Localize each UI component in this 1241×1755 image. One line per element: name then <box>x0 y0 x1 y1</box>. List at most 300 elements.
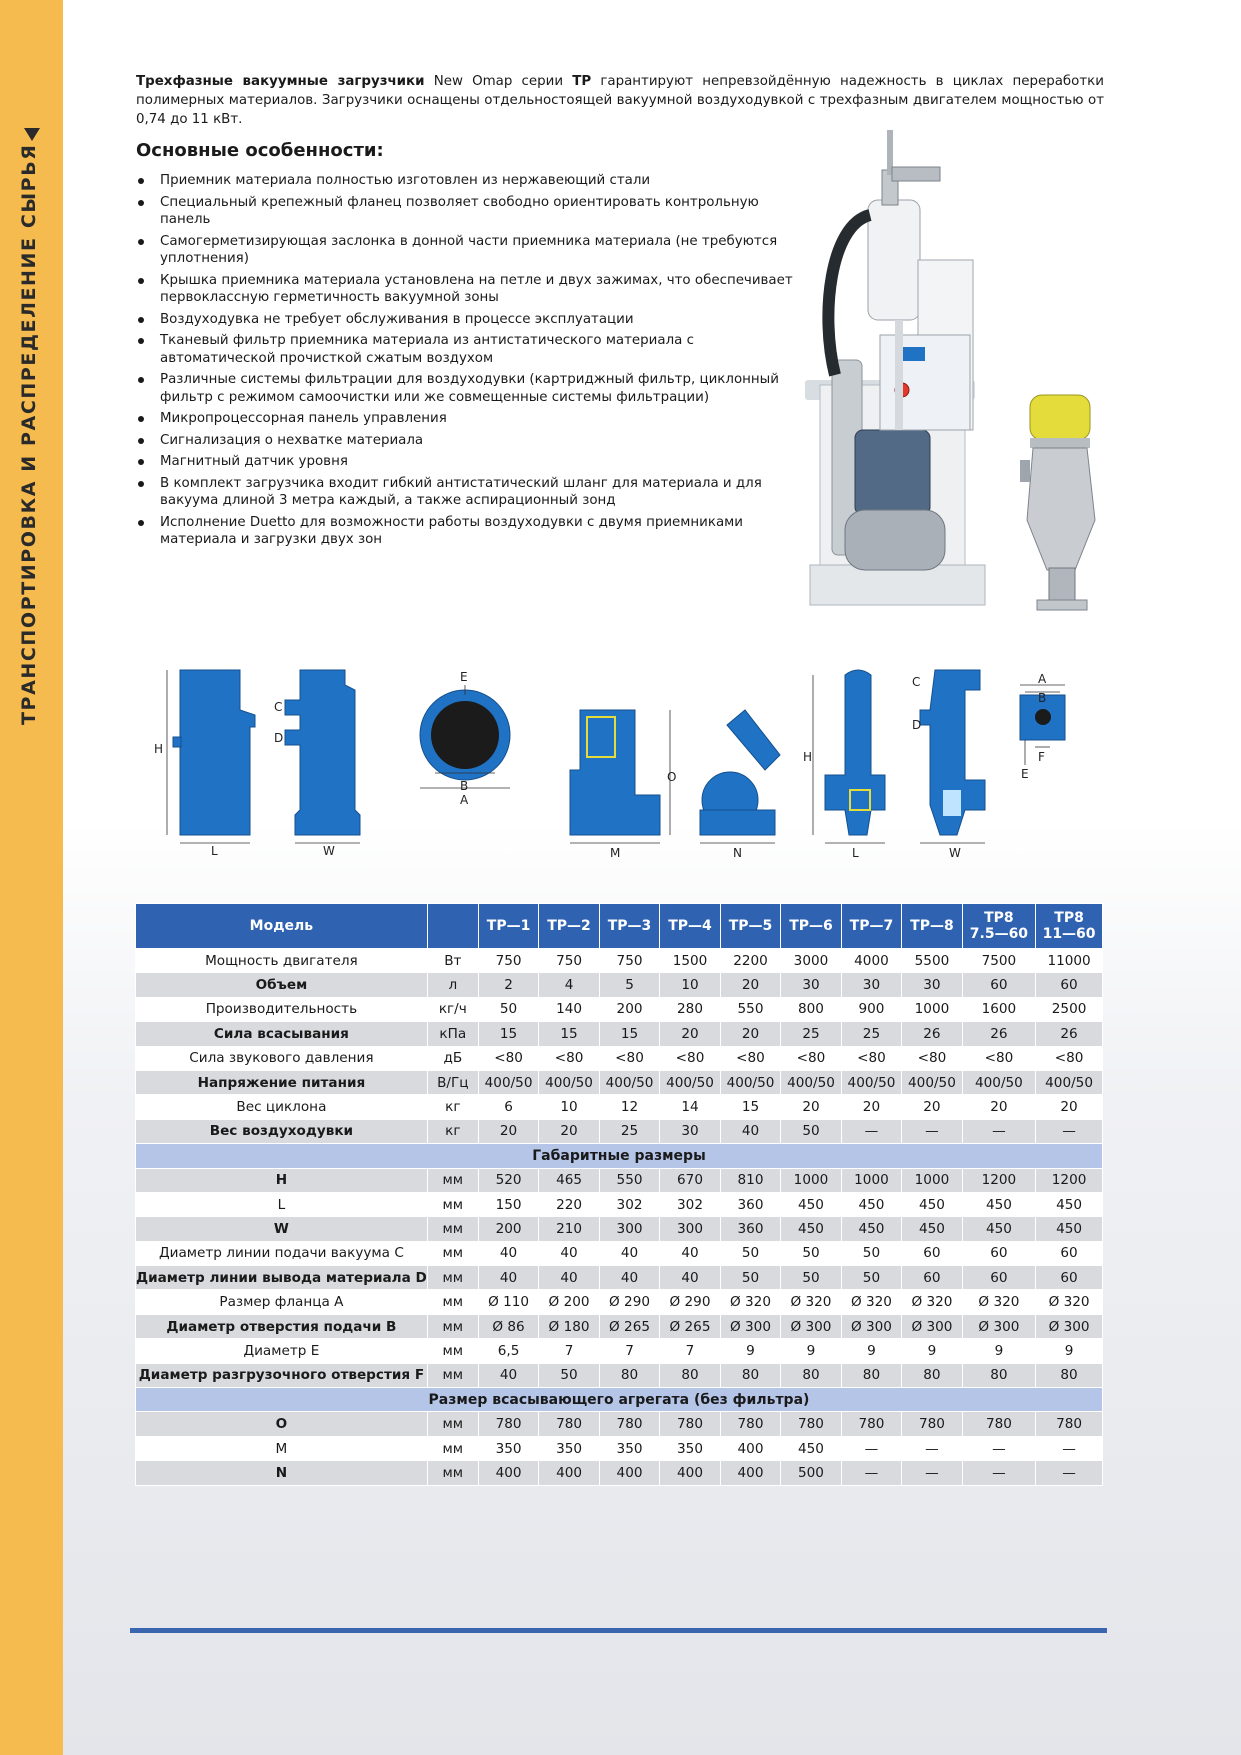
param-name: Диаметр линии вывода материала D <box>136 1266 428 1290</box>
param-value: 20 <box>962 1095 1035 1119</box>
param-value: 350 <box>660 1436 720 1460</box>
param-value: Ø 320 <box>962 1290 1035 1314</box>
header-model-col: TP—5 <box>720 904 780 949</box>
param-unit: мм <box>427 1241 478 1265</box>
param-value: 20 <box>660 1022 720 1046</box>
param-value: — <box>902 1119 962 1143</box>
param-value: 400 <box>599 1461 659 1485</box>
param-value: 450 <box>781 1192 841 1216</box>
param-value: 350 <box>478 1436 538 1460</box>
drawing-label-d2: D <box>912 718 922 732</box>
feature-item: Сигнализация о нехватке материала <box>136 432 796 450</box>
param-value: 40 <box>720 1119 780 1143</box>
param-value: Ø 300 <box>1036 1314 1103 1338</box>
param-value: 1200 <box>1036 1168 1103 1192</box>
param-value: 750 <box>478 949 538 973</box>
drawing-label-w1: W <box>323 844 335 858</box>
param-value: 360 <box>720 1192 780 1216</box>
param-value: 15 <box>720 1095 780 1119</box>
param-value: <80 <box>962 1046 1035 1070</box>
param-value: 30 <box>781 973 841 997</box>
param-value: 80 <box>902 1363 962 1387</box>
param-name: H <box>136 1168 428 1192</box>
param-value: <80 <box>841 1046 901 1070</box>
drawing-loader-front <box>180 670 255 835</box>
drawing-label-a1: A <box>460 793 469 807</box>
header-model: Модель <box>136 904 428 949</box>
param-value: 11000 <box>1036 949 1103 973</box>
drawing-label-d1: D <box>274 731 284 745</box>
table-row <box>136 1168 1103 1192</box>
param-value: 780 <box>902 1412 962 1436</box>
table-row <box>136 1095 1103 1119</box>
table-row <box>136 997 1103 1021</box>
header-col10-line2: 11—60 <box>1042 926 1096 942</box>
param-value: 780 <box>720 1412 780 1436</box>
param-value: 80 <box>781 1363 841 1387</box>
param-unit: кг <box>427 1095 478 1119</box>
param-unit: мм <box>427 1266 478 1290</box>
param-value: 780 <box>841 1412 901 1436</box>
param-value: 80 <box>720 1363 780 1387</box>
param-value: 780 <box>599 1412 659 1436</box>
table-row <box>136 1217 1103 1241</box>
param-value: — <box>1036 1461 1103 1485</box>
param-value: 550 <box>720 997 780 1021</box>
param-value: — <box>841 1461 901 1485</box>
param-value: Ø 86 <box>478 1314 538 1338</box>
param-value: 150 <box>478 1192 538 1216</box>
param-value: 50 <box>841 1241 901 1265</box>
drawing-label-e2: E <box>1021 767 1029 781</box>
param-value: <80 <box>720 1046 780 1070</box>
param-value: 450 <box>841 1217 901 1241</box>
param-name: Сила звукового давления <box>136 1046 428 1070</box>
param-value: — <box>962 1119 1035 1143</box>
drawing-label-n: N <box>733 846 742 860</box>
param-value: 26 <box>902 1022 962 1046</box>
param-value: 25 <box>599 1119 659 1143</box>
param-name: N <box>136 1461 428 1485</box>
param-name: Диаметр разгрузочного отверстия F <box>136 1363 428 1387</box>
param-name: Вес воздуходувки <box>136 1119 428 1143</box>
feature-item: Магнитный датчик уровня <box>136 453 796 471</box>
spec-table-body <box>136 949 1103 1486</box>
param-value: <80 <box>660 1046 720 1070</box>
param-value: Ø 320 <box>841 1290 901 1314</box>
param-value: Ø 300 <box>720 1314 780 1338</box>
header-model-col: TP—3 <box>599 904 659 949</box>
param-value: — <box>962 1461 1035 1485</box>
table-row <box>136 1022 1103 1046</box>
param-value: 30 <box>902 973 962 997</box>
param-value: 1600 <box>962 997 1035 1021</box>
features-title: Основные особенности: <box>136 140 384 161</box>
intro-brand: New Omap <box>433 74 513 89</box>
param-value: 780 <box>781 1412 841 1436</box>
header-model-col: TP—4 <box>660 904 720 949</box>
drawing-label-a2: A <box>1038 672 1047 686</box>
param-value: 50 <box>720 1241 780 1265</box>
param-value: 10 <box>539 1095 599 1119</box>
param-value: 20 <box>902 1095 962 1119</box>
param-value: 50 <box>478 997 538 1021</box>
param-value: 40 <box>539 1266 599 1290</box>
param-value: Ø 320 <box>720 1290 780 1314</box>
param-unit: мм <box>427 1290 478 1314</box>
table-section-row <box>136 1144 1103 1168</box>
param-value: Ø 290 <box>660 1290 720 1314</box>
param-value: 400/50 <box>599 1070 659 1094</box>
param-value: 400/50 <box>660 1070 720 1094</box>
param-unit: мм <box>427 1192 478 1216</box>
param-name: M <box>136 1436 428 1460</box>
param-name: Мощность двигателя <box>136 949 428 973</box>
param-value: 9 <box>720 1339 780 1363</box>
param-value: 80 <box>599 1363 659 1387</box>
param-value: 750 <box>539 949 599 973</box>
param-value: 400 <box>720 1461 780 1485</box>
param-value: 12 <box>599 1095 659 1119</box>
param-value: 80 <box>962 1363 1035 1387</box>
param-unit: мм <box>427 1339 478 1363</box>
param-name: Диаметр линии подачи вакуума C <box>136 1241 428 1265</box>
table-row <box>136 1290 1103 1314</box>
param-value: 2200 <box>720 949 780 973</box>
param-value: Ø 265 <box>599 1314 659 1338</box>
param-value: 80 <box>841 1363 901 1387</box>
param-value: 500 <box>781 1461 841 1485</box>
param-value: 450 <box>841 1192 901 1216</box>
param-value: 9 <box>841 1339 901 1363</box>
header-model-col <box>1036 904 1103 949</box>
header-model-col: TP—1 <box>478 904 538 949</box>
header-model-col: TP—7 <box>841 904 901 949</box>
param-value: 200 <box>478 1217 538 1241</box>
param-value: 450 <box>1036 1217 1103 1241</box>
param-value: 7 <box>539 1339 599 1363</box>
param-value: 40 <box>599 1266 659 1290</box>
param-value: Ø 300 <box>781 1314 841 1338</box>
param-value: 40 <box>478 1363 538 1387</box>
param-value: 25 <box>841 1022 901 1046</box>
param-value: 40 <box>539 1241 599 1265</box>
param-value: Ø 320 <box>1036 1290 1103 1314</box>
feature-item: Различные системы фильтрации для воздуходувки (картриджный фильтр, циклонный фильтр с режимом самоочистки или же совмещенные системы фильтрации) <box>136 371 796 406</box>
section-side-label: ТРАНСПОРТИРОВКА И РАСПРЕДЕЛЕНИЕ СЫРЬЯ <box>18 143 40 725</box>
table-row <box>136 1314 1103 1338</box>
drawing-label-h1: H <box>154 742 164 756</box>
param-name: Размер фланца А <box>136 1290 428 1314</box>
param-value: 30 <box>660 1119 720 1143</box>
param-value: 780 <box>962 1412 1035 1436</box>
param-value: 1000 <box>841 1168 901 1192</box>
feature-item: Тканевый фильтр приемника материала из антистатического материала с автоматической прочисткой сжатым воздухом <box>136 332 796 367</box>
header-unit <box>427 904 478 949</box>
table-row <box>136 1241 1103 1265</box>
header-model-col: TP—8 <box>902 904 962 949</box>
param-name: Диаметр отверстия подачи В <box>136 1314 428 1338</box>
header-model-col <box>962 904 1035 949</box>
param-value: 350 <box>539 1436 599 1460</box>
param-unit: мм <box>427 1168 478 1192</box>
drawing-loader-side <box>285 670 360 835</box>
param-value: <80 <box>781 1046 841 1070</box>
param-value: 670 <box>660 1168 720 1192</box>
feature-item: Исполнение Duetto для возможности работы воздуходувки с двумя приемниками материала и загрузки двух зон <box>136 514 796 549</box>
param-value: 40 <box>660 1266 720 1290</box>
param-value: 400 <box>478 1461 538 1485</box>
param-value: 60 <box>962 1241 1035 1265</box>
param-value: — <box>1036 1119 1103 1143</box>
bottom-divider <box>130 1628 1107 1633</box>
param-value: Ø 300 <box>902 1314 962 1338</box>
param-value: Ø 110 <box>478 1290 538 1314</box>
param-value: 400/50 <box>539 1070 599 1094</box>
param-value: 210 <box>539 1217 599 1241</box>
param-value: 400 <box>539 1461 599 1485</box>
param-value: 20 <box>841 1095 901 1119</box>
param-value: 26 <box>1036 1022 1103 1046</box>
param-value: 5 <box>599 973 659 997</box>
section-title: Габаритные размеры <box>136 1144 1103 1168</box>
section-side-bar <box>0 0 63 1755</box>
param-value: 450 <box>781 1217 841 1241</box>
param-value: 1500 <box>660 949 720 973</box>
intro-bold-lead: Трехфазные вакуумные загрузчики <box>136 74 425 89</box>
param-value: <80 <box>902 1046 962 1070</box>
param-value: 60 <box>1036 1266 1103 1290</box>
param-value: 465 <box>539 1168 599 1192</box>
param-value: 550 <box>599 1168 659 1192</box>
feature-item: Крышка приемника материала установлена на петле и двух зажимах, что обеспечивает первоклассную герметичность вакуумной зоны <box>136 272 796 307</box>
feature-item: Самогерметизирующая заслонка в донной части приемника материала (не требуются уплотнения) <box>136 233 796 268</box>
param-value: Ø 300 <box>962 1314 1035 1338</box>
param-value: 350 <box>599 1436 659 1460</box>
param-value: Ø 320 <box>781 1290 841 1314</box>
param-value: 80 <box>1036 1363 1103 1387</box>
intro-mid: серии <box>512 74 573 89</box>
drawing-label-l2: L <box>852 846 859 860</box>
param-value: 20 <box>720 973 780 997</box>
param-value: Ø 320 <box>902 1290 962 1314</box>
param-value: — <box>841 1436 901 1460</box>
param-value: 15 <box>599 1022 659 1046</box>
param-name: W <box>136 1217 428 1241</box>
param-value: 400/50 <box>1036 1070 1103 1094</box>
table-row <box>136 1461 1103 1485</box>
param-value: 900 <box>841 997 901 1021</box>
param-unit: кг/ч <box>427 997 478 1021</box>
param-unit: В/Гц <box>427 1070 478 1094</box>
param-value: 780 <box>660 1412 720 1436</box>
param-value: 3000 <box>781 949 841 973</box>
param-value: 400/50 <box>478 1070 538 1094</box>
param-value: 60 <box>1036 973 1103 997</box>
param-value: 40 <box>478 1266 538 1290</box>
param-value: 400/50 <box>841 1070 901 1094</box>
param-value: 7500 <box>962 949 1035 973</box>
table-row <box>136 1339 1103 1363</box>
param-value: <80 <box>539 1046 599 1070</box>
drawing-label-c1: C <box>274 700 283 714</box>
param-value: 750 <box>599 949 659 973</box>
drawing-label-c2: C <box>912 675 921 689</box>
param-value: 450 <box>781 1436 841 1460</box>
param-value: 302 <box>660 1192 720 1216</box>
param-value: 1000 <box>902 1168 962 1192</box>
param-value: 20 <box>1036 1095 1103 1119</box>
param-name: Производительность <box>136 997 428 1021</box>
param-value: 9 <box>1036 1339 1103 1363</box>
product-photo-blower <box>800 125 1000 615</box>
param-value: 2 <box>478 973 538 997</box>
header-col9-line1: TP8 <box>984 910 1014 926</box>
param-value: 40 <box>660 1241 720 1265</box>
param-value: 200 <box>599 997 659 1021</box>
param-value: 40 <box>478 1241 538 1265</box>
param-value: 450 <box>902 1217 962 1241</box>
param-value: 302 <box>599 1192 659 1216</box>
drawing-label-l1: L <box>211 844 218 858</box>
table-row <box>136 1436 1103 1460</box>
param-value: 50 <box>841 1266 901 1290</box>
intro-series: TP <box>572 74 592 89</box>
param-value: 400 <box>660 1461 720 1485</box>
param-value: 7 <box>660 1339 720 1363</box>
param-value: <80 <box>478 1046 538 1070</box>
table-row <box>136 949 1103 973</box>
param-value: 300 <box>599 1217 659 1241</box>
table-row <box>136 1363 1103 1387</box>
param-value: 140 <box>539 997 599 1021</box>
drawing-label-b1: B <box>460 779 469 793</box>
param-value: — <box>962 1436 1035 1460</box>
param-value: 15 <box>478 1022 538 1046</box>
table-row <box>136 1119 1103 1143</box>
param-value: — <box>1036 1436 1103 1460</box>
param-name: L <box>136 1192 428 1216</box>
param-value: 450 <box>962 1192 1035 1216</box>
param-value: 1000 <box>781 1168 841 1192</box>
table-section-row <box>136 1388 1103 1412</box>
param-unit: мм <box>427 1217 478 1241</box>
param-value: 810 <box>720 1168 780 1192</box>
spec-table <box>135 903 1103 1486</box>
param-value: Ø 180 <box>539 1314 599 1338</box>
param-value: 80 <box>660 1363 720 1387</box>
feature-item: Микропроцессорная панель управления <box>136 410 796 428</box>
param-value: 50 <box>781 1119 841 1143</box>
param-name: Вес циклона <box>136 1095 428 1119</box>
param-value: 400 <box>720 1436 780 1460</box>
table-row <box>136 1046 1103 1070</box>
param-value: Ø 265 <box>660 1314 720 1338</box>
feature-item: В комплект загрузчика входит гибкий антистатический шланг для материала и для вакуума длиной 3 метра каждый, а также аспирационный зонд <box>136 475 796 510</box>
param-value: 450 <box>1036 1192 1103 1216</box>
param-value: 360 <box>720 1217 780 1241</box>
intro-paragraph <box>136 72 1104 129</box>
drawing-label-m: M <box>610 846 621 860</box>
param-value: 26 <box>962 1022 1035 1046</box>
param-value: 6 <box>478 1095 538 1119</box>
drawing-label-w2: W <box>949 846 961 860</box>
drawing-label-h2: H <box>803 750 813 764</box>
param-value: Ø 200 <box>539 1290 599 1314</box>
param-name: Сила всасывания <box>136 1022 428 1046</box>
param-value: 60 <box>902 1241 962 1265</box>
param-value: 450 <box>902 1192 962 1216</box>
param-value: 400/50 <box>962 1070 1035 1094</box>
param-value: Ø 300 <box>841 1314 901 1338</box>
param-value: 400/50 <box>720 1070 780 1094</box>
param-value: <80 <box>599 1046 659 1070</box>
param-value: 220 <box>539 1192 599 1216</box>
param-value: 15 <box>539 1022 599 1046</box>
param-value: 30 <box>841 973 901 997</box>
param-value: 400/50 <box>902 1070 962 1094</box>
param-value: 520 <box>478 1168 538 1192</box>
param-name: Напряжение питания <box>136 1070 428 1094</box>
param-value: 20 <box>781 1095 841 1119</box>
table-row <box>136 1266 1103 1290</box>
feature-item: Воздуходувка не требует обслуживания в процессе эксплуатации <box>136 311 796 329</box>
param-value: 2500 <box>1036 997 1103 1021</box>
param-value: 20 <box>720 1022 780 1046</box>
param-value: 780 <box>539 1412 599 1436</box>
param-value: 300 <box>660 1217 720 1241</box>
param-value: 10 <box>660 973 720 997</box>
param-value: <80 <box>1036 1046 1103 1070</box>
param-unit: Вт <box>427 949 478 973</box>
param-value: 50 <box>539 1363 599 1387</box>
param-value: 20 <box>478 1119 538 1143</box>
triangle-down-icon <box>24 128 40 141</box>
param-value: 40 <box>599 1241 659 1265</box>
features-list <box>136 172 796 553</box>
feature-item: Специальный крепежный фланец позволяет свободно ориентировать контрольную панель <box>136 194 796 229</box>
table-row <box>136 1412 1103 1436</box>
param-value: 780 <box>1036 1412 1103 1436</box>
spec-table-header <box>136 904 1103 949</box>
param-value: 60 <box>962 973 1035 997</box>
param-value: 4 <box>539 973 599 997</box>
param-unit: мм <box>427 1314 478 1338</box>
param-value: 7 <box>599 1339 659 1363</box>
param-unit: кПа <box>427 1022 478 1046</box>
header-model-col: TP—6 <box>781 904 841 949</box>
param-name: Диаметр Е <box>136 1339 428 1363</box>
param-value: 1000 <box>902 997 962 1021</box>
param-value: — <box>841 1119 901 1143</box>
param-value: 60 <box>962 1266 1035 1290</box>
param-value: 20 <box>539 1119 599 1143</box>
dimension-drawings <box>145 665 1075 875</box>
param-value: 50 <box>781 1266 841 1290</box>
param-unit: дБ <box>427 1046 478 1070</box>
drawing-label-f: F <box>1038 750 1045 764</box>
param-unit: кг <box>427 1119 478 1143</box>
param-value: 5500 <box>902 949 962 973</box>
param-value: 60 <box>902 1266 962 1290</box>
param-value: — <box>902 1436 962 1460</box>
table-row <box>136 973 1103 997</box>
section-title: Размер всасывающего агрегата (без фильтра) <box>136 1388 1103 1412</box>
param-value: 780 <box>478 1412 538 1436</box>
param-unit: л <box>427 973 478 997</box>
param-unit: мм <box>427 1461 478 1485</box>
param-unit: мм <box>427 1436 478 1460</box>
